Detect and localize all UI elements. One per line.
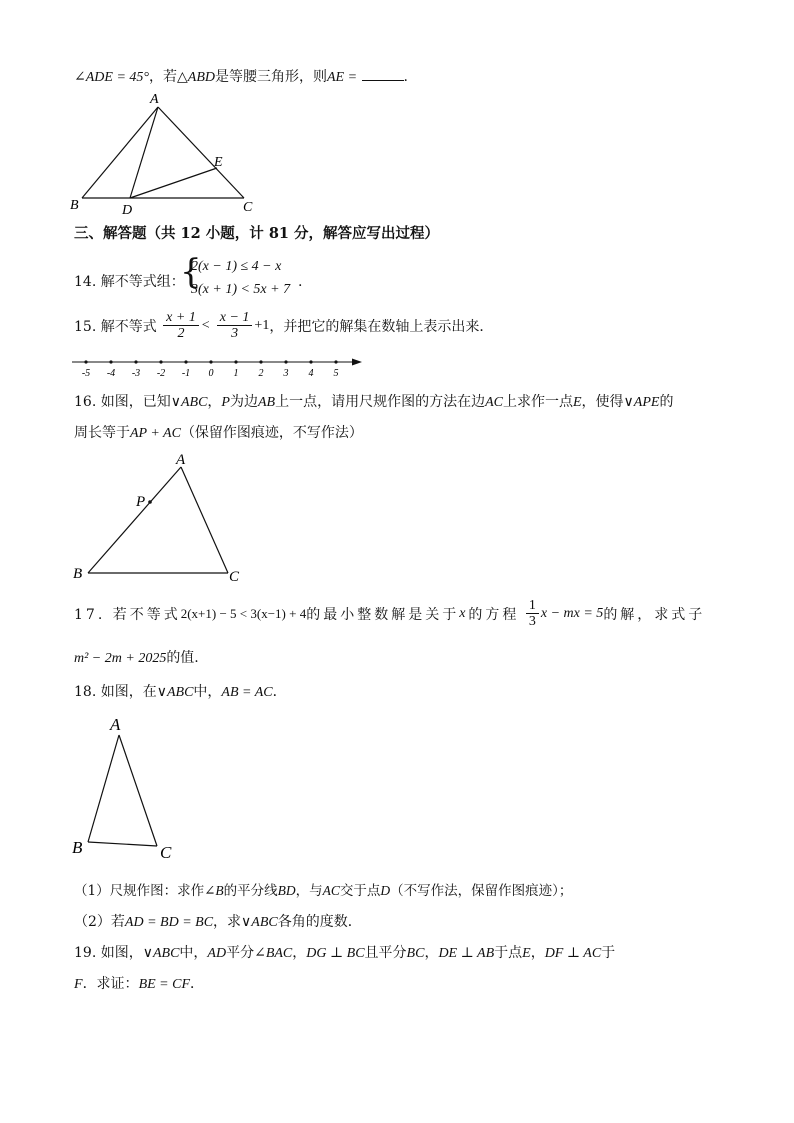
q13-text2: 是等腰三角形，则 xyxy=(214,69,327,85)
q16-line1 xyxy=(74,391,673,411)
q16-t3: 为边 xyxy=(229,394,258,410)
q17-frac-den: 3 xyxy=(528,614,536,630)
q19-t8: 于 xyxy=(601,945,616,961)
number-line-tick xyxy=(209,360,212,363)
q15-plus1: +1 xyxy=(254,317,270,333)
label-b: B xyxy=(73,566,83,582)
q17-ineq: 2(x+1) − 5 < 3(x−1) + 4 xyxy=(180,605,307,621)
label-c: C xyxy=(229,569,240,585)
q15-frac2 xyxy=(217,310,253,342)
q18-cond: AB = AC xyxy=(221,685,273,700)
q18-mid: 中， xyxy=(193,684,222,700)
q17-t1: 17. 若不等式 xyxy=(74,606,181,623)
q19-t6: 于点 xyxy=(494,945,523,961)
q19-end: ． xyxy=(190,976,205,992)
q18-line xyxy=(74,681,287,701)
q16-t1: 16. 如图，已知 xyxy=(74,394,171,410)
q17-frac xyxy=(526,598,539,630)
seg-ab xyxy=(82,107,158,198)
label-c: C xyxy=(243,200,253,215)
number-line-tick xyxy=(159,360,162,363)
section-title: 三、解答题（共 12 小题，计 81 分，解答应写出过程） xyxy=(74,225,440,242)
number-line-tick xyxy=(284,360,287,363)
q16-ape: ∨APE xyxy=(623,395,660,410)
q13-triangle: △ABD xyxy=(177,70,215,85)
label-b: B xyxy=(72,838,83,857)
q19-t5: ， xyxy=(424,945,439,961)
q16-e: E xyxy=(572,395,582,410)
q16-t9: （保留作图痕迹，不写作法） xyxy=(180,425,363,441)
label-a: A xyxy=(150,92,159,107)
q19-t1: 中， xyxy=(179,945,208,961)
q17-line1 xyxy=(74,598,705,630)
q15-frac1 xyxy=(163,310,199,342)
q19-dg: DG ⊥ BC xyxy=(306,946,365,961)
q19-t7: ， xyxy=(530,945,545,961)
q18-p2-t1: （2）若 xyxy=(74,914,125,930)
number-line-label: -4 xyxy=(106,368,116,379)
q15-label: 15. 解不等式 xyxy=(74,318,157,335)
q13-line xyxy=(74,66,408,86)
q19-line2 xyxy=(74,973,204,993)
q17-line2 xyxy=(74,647,199,667)
number-line-tick xyxy=(84,360,87,363)
label-p: P xyxy=(136,494,146,510)
seg-ac xyxy=(119,735,157,846)
q17-t4: 的解，求式子 xyxy=(603,606,706,623)
q18-p2-t3: 各角的度数． xyxy=(277,914,362,930)
q18-p2-t2: ，求 xyxy=(213,914,242,930)
q14-label: 14. 解不等式组： xyxy=(74,274,185,290)
q19-bc: BC xyxy=(406,946,425,961)
number-line-label: 5 xyxy=(333,368,339,379)
figure-q13 xyxy=(66,90,266,216)
q19-df: DF ⊥ AC xyxy=(544,946,602,961)
number-line-label: -5 xyxy=(81,368,91,379)
q18-tri: ∨ABC xyxy=(156,685,194,700)
q18-part2 xyxy=(74,911,362,931)
label-b: B xyxy=(70,198,79,213)
q16-ab: AB xyxy=(257,395,276,410)
label-a: A xyxy=(176,452,186,468)
label-d: D xyxy=(122,203,133,216)
label-a: A xyxy=(110,715,121,734)
q15-frac2-num: x − 1 xyxy=(217,310,253,326)
number-line-label: 4 xyxy=(308,368,314,379)
q18-p1-t4: 交于点 xyxy=(339,883,381,899)
q19-tri: ∨ABC xyxy=(142,946,180,961)
q18-p1-t5: （不写作法，保留作图痕迹）； xyxy=(390,883,573,899)
q18-end: ． xyxy=(272,684,287,700)
q19-bac: ∠BAC xyxy=(254,946,293,961)
q19-line1 xyxy=(74,942,615,962)
seg-bc xyxy=(88,842,157,846)
q13-text1: ，若 xyxy=(149,69,177,85)
q16-ac: AC xyxy=(485,395,503,410)
q18-part1 xyxy=(74,879,572,899)
q19-t4: 且平分 xyxy=(364,945,407,961)
q13-ae: AE = xyxy=(326,70,358,85)
q19-label: 19. 如图， xyxy=(74,945,143,961)
number-line xyxy=(70,354,366,380)
q17-eq: x − mx = 5 xyxy=(540,605,604,621)
q15-frac1-num: x + 1 xyxy=(163,310,199,326)
q16-sum: AP + AC xyxy=(130,426,181,441)
seg-ab xyxy=(88,735,119,842)
seg-de xyxy=(130,168,217,198)
q16-tri: ∨ABC xyxy=(170,395,208,410)
q16-t5: 上求作一点 xyxy=(502,394,573,410)
q14-line2: 3(x + 1) < 5x + 7 xyxy=(191,282,291,297)
q19-de: DE ⊥ AB xyxy=(438,946,495,961)
q17-t2: 的最小整数解是关于 xyxy=(306,606,460,623)
q19-t3: ， xyxy=(292,945,307,961)
q13-angle: ∠ADE = 45° xyxy=(74,70,149,85)
q19-be: BE = CF xyxy=(138,977,191,992)
q18-p2-cond: AD = BD = BC xyxy=(124,915,214,930)
q18-p2-tri: ∨ABC xyxy=(241,915,278,930)
number-line-tick xyxy=(109,360,112,363)
q18-p1-ac: AC xyxy=(322,883,340,898)
number-line-tick xyxy=(234,360,237,363)
figure-q16 xyxy=(68,450,258,586)
q17-t3: 的方程 xyxy=(468,606,520,623)
q18-p1-t1: （1）尺规作图：求作 xyxy=(74,883,205,899)
q13-answer-blank[interactable] xyxy=(362,68,404,81)
q16-line2 xyxy=(74,422,363,442)
q15-line xyxy=(74,310,493,342)
q18-p1-t3: ，与 xyxy=(295,883,323,899)
q16-t4: 上一点，请用尺规作图的方法在边 xyxy=(275,394,486,410)
q15-frac1-den: 2 xyxy=(177,326,185,342)
number-line-tick xyxy=(259,360,262,363)
label-e: E xyxy=(214,155,223,170)
number-line-label: 1 xyxy=(233,368,239,379)
number-line-arrow xyxy=(352,359,362,366)
q16-t7: 的 xyxy=(659,394,674,410)
q16-t8: 周长等于 xyxy=(74,425,130,441)
number-line-tick xyxy=(184,360,187,363)
q18-p1-angle: ∠B xyxy=(204,883,224,898)
q16-t6: ，使得 xyxy=(581,394,624,410)
q17-x: x xyxy=(459,605,466,621)
q13-end: . xyxy=(403,69,408,85)
point-p xyxy=(148,500,152,504)
q15-text: ，并把它的解集在数轴上表示出来． xyxy=(269,318,494,335)
q14-line1: 2(x − 1) ≤ 4 − x xyxy=(191,259,282,274)
q18-label: 18. 如图，在 xyxy=(74,684,157,700)
seg-ad xyxy=(130,107,158,198)
figure-q18 xyxy=(68,712,188,864)
q19-ad: AD xyxy=(207,946,227,961)
q17-frac-num: 1 xyxy=(526,598,539,614)
q17-expr: m² − 2m + 2025 xyxy=(74,651,167,666)
seg-ac xyxy=(181,467,228,573)
q19-e: E xyxy=(522,946,531,961)
label-c: C xyxy=(160,843,172,862)
q18-p1-d: D xyxy=(380,883,391,898)
number-line-tick xyxy=(309,360,312,363)
number-line-label: 0 xyxy=(208,368,214,379)
q17-t5: 的值. xyxy=(166,650,199,666)
number-line-label: -3 xyxy=(131,368,141,379)
number-line-label: 2 xyxy=(258,368,264,379)
q14-brace: { xyxy=(180,252,202,292)
seg-ab xyxy=(88,467,181,573)
q16-t2: ， xyxy=(207,394,222,410)
q18-p1-bd: BD xyxy=(277,883,296,898)
number-line-label: -2 xyxy=(156,368,166,379)
q19-t9: ．求证： xyxy=(82,976,139,992)
number-line-label: 3 xyxy=(283,368,289,379)
q19-t2: 平分 xyxy=(226,945,255,961)
q15-lt: < xyxy=(200,317,211,333)
q16-p: P xyxy=(221,395,230,410)
number-line-tick xyxy=(334,360,337,363)
q14-end: . xyxy=(298,274,303,290)
number-line-label: -1 xyxy=(181,368,191,379)
q18-p1-t2: 的平分线 xyxy=(223,883,278,899)
q15-frac2-den: 3 xyxy=(231,326,239,342)
q19-f: F xyxy=(74,977,83,992)
number-line-tick xyxy=(134,360,137,363)
